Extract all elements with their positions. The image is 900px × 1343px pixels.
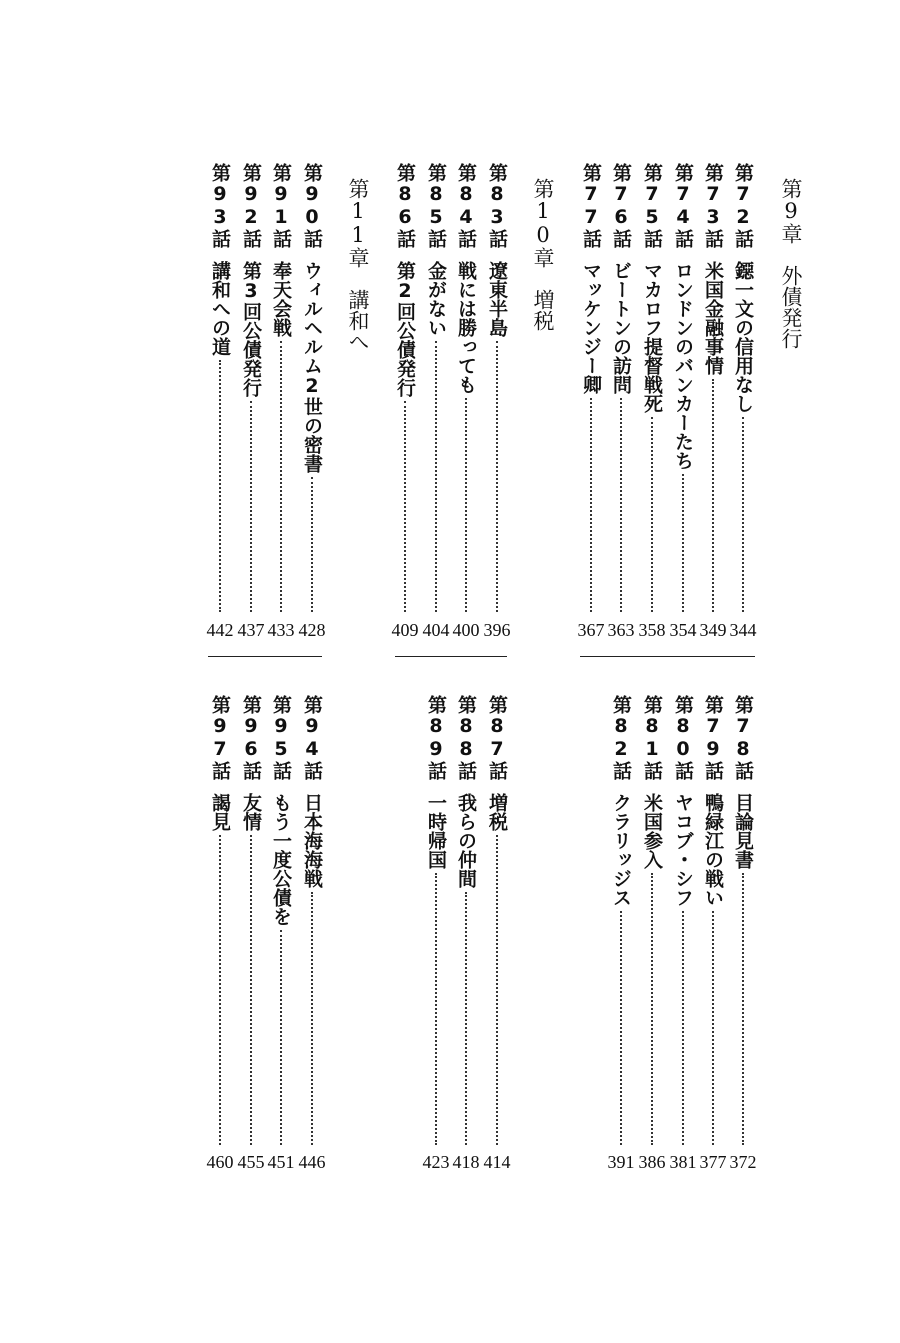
page-number: 391 — [607, 1152, 635, 1172]
dot-leader — [712, 911, 714, 1145]
section-divider — [580, 656, 755, 657]
dot-leader — [651, 417, 653, 612]
page-number: 377 — [699, 1152, 727, 1172]
page-number: 400 — [452, 620, 480, 640]
episode-number: 第88話 — [455, 695, 477, 781]
episode-title: 米国金融事情 — [702, 261, 724, 375]
page-number: 437 — [237, 620, 265, 640]
episode-number: 第95話 — [270, 695, 292, 781]
toc-entry[interactable] — [451, 695, 481, 1174]
episode-title: ウィルヘルム2世の密書 — [301, 261, 323, 473]
episode-number: 第83話 — [486, 163, 508, 249]
episode-number: 第73話 — [702, 163, 724, 249]
episode-number: 第94話 — [301, 695, 323, 781]
toc-entry[interactable] — [205, 163, 235, 642]
episode-number: 第85話 — [425, 163, 447, 249]
page-number: 409 — [391, 620, 419, 640]
page-number: 451 — [267, 1152, 295, 1172]
dot-leader — [435, 873, 437, 1145]
toc-entry[interactable] — [482, 163, 512, 642]
toc-entry[interactable] — [266, 163, 296, 642]
episode-title: 鴨緑江の戦い — [702, 793, 724, 907]
section-divider — [208, 656, 322, 657]
page-number: 381 — [669, 1152, 697, 1172]
episode-number: 第91話 — [270, 163, 292, 249]
toc-entry[interactable] — [668, 695, 698, 1174]
episode-title: 米国参入 — [641, 793, 663, 869]
page-number: 354 — [669, 620, 697, 640]
dot-leader — [712, 379, 714, 612]
page-number: 344 — [729, 620, 757, 640]
episode-number: 第96話 — [240, 695, 262, 781]
toc-entry[interactable] — [698, 695, 728, 1174]
page-number: 367 — [577, 620, 605, 640]
episode-title: 金がない — [425, 261, 447, 337]
episode-title: 戦には勝っても — [455, 261, 477, 394]
dot-leader — [465, 398, 467, 612]
page-number: 428 — [298, 620, 326, 640]
toc-entry[interactable] — [698, 163, 728, 642]
toc-entry[interactable] — [482, 695, 512, 1174]
episode-title: ロンドンのバンカーたち — [672, 261, 694, 470]
episode-title: ビートンの訪問 — [610, 261, 632, 394]
episode-number: 第86話 — [394, 163, 416, 249]
toc-entry[interactable] — [236, 695, 266, 1174]
toc-entry[interactable] — [576, 163, 606, 642]
dot-leader — [590, 398, 592, 612]
episode-number: 第75話 — [641, 163, 663, 249]
dot-leader — [620, 398, 622, 612]
dot-leader — [651, 873, 653, 1145]
dot-leader — [250, 835, 252, 1145]
page-number: 442 — [206, 620, 234, 640]
episode-number: 第82話 — [610, 695, 632, 781]
page-number: 349 — [699, 620, 727, 640]
dot-leader — [280, 930, 282, 1145]
episode-number: 第74話 — [672, 163, 694, 249]
episode-title: 第3回公債発行 — [240, 261, 262, 397]
toc-entry[interactable] — [421, 163, 451, 642]
page-number: 418 — [452, 1152, 480, 1172]
page-number: 363 — [607, 620, 635, 640]
episode-title: 講和への道 — [209, 261, 231, 356]
dot-leader — [496, 341, 498, 612]
toc-entry[interactable] — [390, 163, 420, 642]
page-number: 460 — [206, 1152, 234, 1172]
episode-title: 第2回公債発行 — [394, 261, 416, 397]
section-divider — [395, 656, 507, 657]
toc-entry[interactable] — [205, 695, 235, 1174]
dot-leader — [620, 911, 622, 1145]
dot-leader — [311, 477, 313, 612]
chapter-heading: 第11章 講和へ — [346, 178, 370, 352]
page-number: 358 — [638, 620, 666, 640]
toc-entry[interactable] — [728, 163, 758, 642]
episode-title: 一時帰国 — [425, 793, 447, 869]
episode-number: 第93話 — [209, 163, 231, 249]
dot-leader — [311, 892, 313, 1145]
toc-entry[interactable] — [421, 695, 451, 1174]
dot-leader — [404, 401, 406, 612]
chapter-heading: 第9章 外債発行 — [779, 178, 803, 349]
episode-number: 第87話 — [486, 695, 508, 781]
toc-entry[interactable] — [236, 163, 266, 642]
episode-title: 遼東半島 — [486, 261, 508, 337]
dot-leader — [742, 417, 744, 612]
toc-entry[interactable] — [266, 695, 296, 1174]
dot-leader — [496, 835, 498, 1145]
episode-number: 第72話 — [732, 163, 754, 249]
page-number: 386 — [638, 1152, 666, 1172]
toc-entry[interactable] — [451, 163, 481, 642]
episode-title: クラリッジス — [610, 793, 632, 907]
episode-title: ヤコブ・シフ — [672, 793, 694, 907]
episode-title: 目論見書 — [732, 793, 754, 869]
episode-number: 第80話 — [672, 695, 694, 781]
episode-title: 奉天会戦 — [270, 261, 292, 337]
dot-leader — [250, 401, 252, 612]
dot-leader — [742, 873, 744, 1145]
chapter-heading: 第10章 増税 — [531, 178, 555, 331]
page-number: 433 — [267, 620, 295, 640]
episode-title: 友情 — [240, 793, 262, 831]
dot-leader — [682, 911, 684, 1145]
episode-number: 第78話 — [732, 695, 754, 781]
dot-leader — [280, 341, 282, 612]
page-number: 404 — [422, 620, 450, 640]
dot-leader — [219, 360, 221, 612]
episode-number: 第79話 — [702, 695, 724, 781]
toc-entry[interactable] — [297, 695, 327, 1174]
page-number: 455 — [237, 1152, 265, 1172]
toc-entry[interactable] — [297, 163, 327, 642]
toc-entry[interactable] — [637, 163, 667, 642]
page-number: 414 — [483, 1152, 511, 1172]
dot-leader — [435, 341, 437, 612]
toc-entry[interactable] — [606, 163, 636, 642]
dot-leader — [682, 474, 684, 612]
dot-leader — [465, 892, 467, 1145]
episode-title: 我らの仲間 — [455, 793, 477, 888]
dot-leader — [219, 835, 221, 1145]
episode-number: 第84話 — [455, 163, 477, 249]
toc-entry[interactable] — [728, 695, 758, 1174]
page-number: 372 — [729, 1152, 757, 1172]
episode-number: 第76話 — [610, 163, 632, 249]
episode-title: 日本海海戦 — [301, 793, 323, 888]
episode-number: 第90話 — [301, 163, 323, 249]
episode-number: 第81話 — [641, 695, 663, 781]
episode-number: 第97話 — [209, 695, 231, 781]
toc-entry[interactable] — [606, 695, 636, 1174]
toc-entry[interactable] — [668, 163, 698, 642]
episode-title: マッケンジー卿 — [580, 261, 602, 394]
episode-title: 鐚一文の信用なし — [732, 261, 754, 413]
episode-number: 第92話 — [240, 163, 262, 249]
episode-number: 第89話 — [425, 695, 447, 781]
episode-title: 謁見 — [209, 793, 231, 831]
page-number: 446 — [298, 1152, 326, 1172]
page-number: 396 — [483, 620, 511, 640]
page-number: 423 — [422, 1152, 450, 1172]
episode-title: もう一度公債を — [270, 793, 292, 926]
episode-number: 第77話 — [580, 163, 602, 249]
toc-entry[interactable] — [637, 695, 667, 1174]
episode-title: マカロフ提督戦死 — [641, 261, 663, 413]
episode-title: 増税 — [486, 793, 508, 831]
